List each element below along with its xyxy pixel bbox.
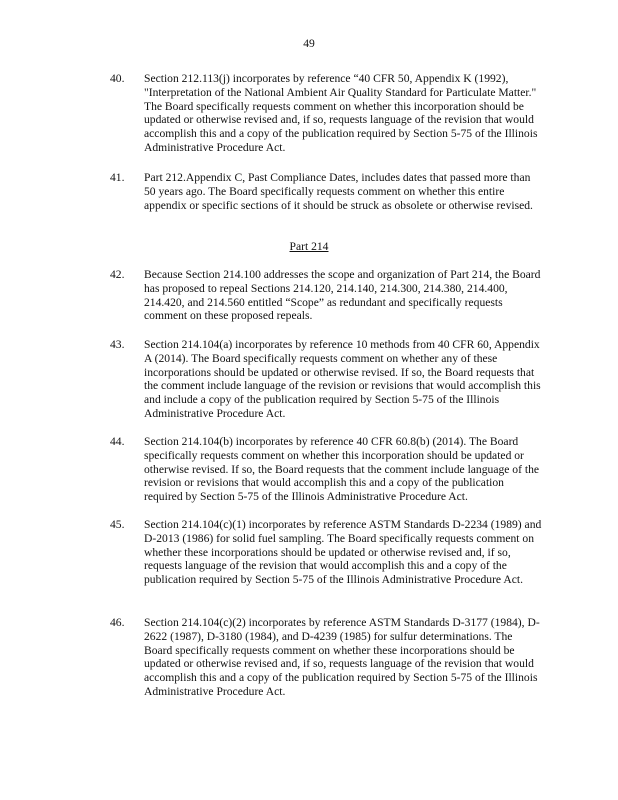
item-text: Section 214.104(b) incorporates by reference 40 CFR 60.8(b) (2014). The Board specifically requests comment on whether this incorporation should be updated or otherwise revised. If so, the Board requests that the comment include language of the revision or revisions that would accomplish this and a copy of the publication required by Section 5-75 of the Illinois Administrative Procedure Act.: [144, 435, 540, 504]
list-item: [110, 268, 542, 323]
item-number: 40.: [110, 72, 125, 85]
list-item: [110, 171, 542, 212]
list-item: [110, 72, 542, 155]
item-text: Section 214.104(c)(2) incorporates by reference ASTM Standards D-3177 (1984), D-2622 (1987), D-3180 (1984), and D-4239 (1985) for sulfur determinations. The Board specifically requests comment on whether these incorporations should be updated or otherwise revised and, if so, requests language of the revision that would accomplish this and a copy of the publication required by Section 5-75 of the Illinois Administrative Procedure Act.: [144, 616, 540, 698]
list-item: [110, 435, 542, 504]
section-heading: Part 214: [289, 240, 329, 253]
item-number: 45.: [110, 518, 125, 531]
list-item: [110, 616, 542, 699]
item-number: 43.: [110, 338, 125, 351]
page-number: 49: [303, 37, 315, 50]
item-text: Part 212.Appendix C, Past Compliance Dates, includes dates that passed more than 50 years ago. The Board specifically requests comment on whether this entire appendix or specific sections of it should be struck as obsolete or otherwise revised.: [144, 171, 533, 212]
item-text: Section 214.104(a) incorporates by reference 10 methods from 40 CFR 60, Appendix A (2014). The Board specifically requests comment on whether any of these incorporations should be updated or otherwise revised. If so, the Board requests that the comment include language of the revision or revisions that would accomplish this and include a copy of the publication required by Section 5-75 of the Illinois Administrative Procedure Act.: [144, 338, 541, 420]
item-number: 44.: [110, 435, 125, 448]
list-item: [110, 338, 542, 421]
item-text: Because Section 214.100 addresses the scope and organization of Part 214, the Board has proposed to repeal Sections 214.120, 214.140, 214.300, 214.380, 214.400, 214.420, and 214.560 entitled “Scope” as redundant and specifically requests comment on these proposed repeals.: [144, 268, 541, 323]
item-number: 41.: [110, 171, 125, 184]
item-number: 46.: [110, 616, 125, 629]
list-item: [110, 518, 542, 587]
item-number: 42.: [110, 268, 125, 281]
item-text: Section 214.104(c)(1) incorporates by reference ASTM Standards D-2234 (1989) and D-2013 (1986) for solid fuel sampling. The Board specifically requests comment on whether these incorporations should be updated or otherwise revised and, if so, requests language of the revision that would accomplish this and a copy of the publication required by Section 5-75 of the Illinois Administrative Procedure Act.: [144, 518, 542, 587]
item-text: Section 212.113(j) incorporates by reference “40 CFR 50, Appendix K (1992), "Interpretation of the National Ambient Air Quality Standard for Particulate Matter." The Board specifically requests comment on whether this incorporation should be updated or otherwise revised and, if so, requests language of the revision that would accomplish this and a copy of the publication required by Section 5-75 of the Illinois Administrative Procedure Act.: [144, 72, 538, 154]
